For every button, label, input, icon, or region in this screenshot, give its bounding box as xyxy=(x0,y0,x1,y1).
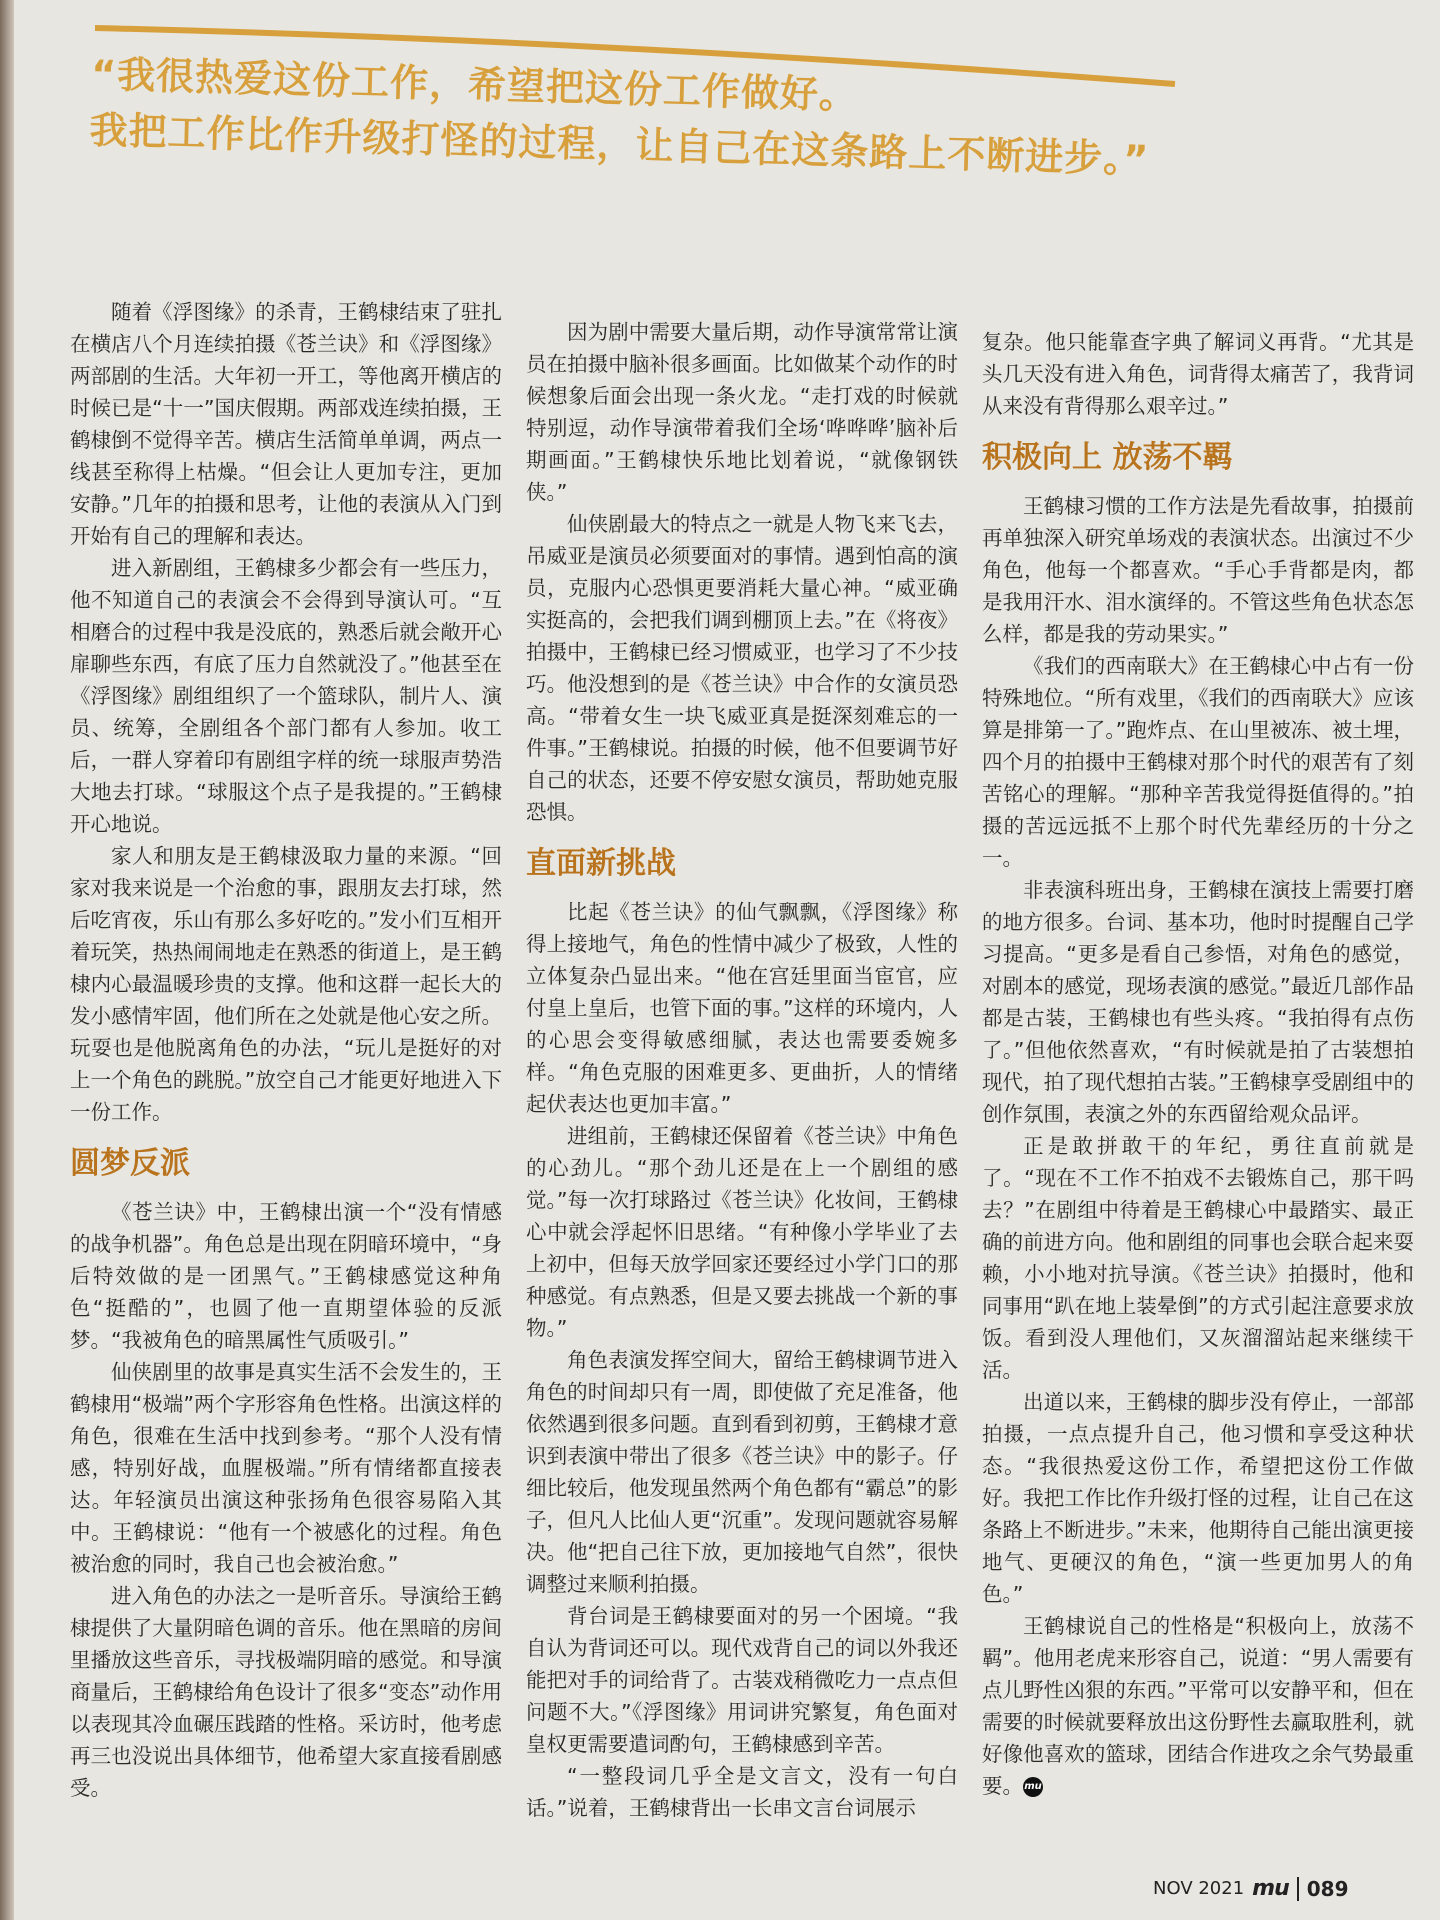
paragraph: 非表演科班出身，王鹤棣在演技上需要打磨的地方很多。台词、基本功，他时时提醒自己学习提高。“更多是看自己参悟，对角色的感觉，对剧本的感觉，现场表演的感觉。”最近几部作品都是古装，王鹤棣也有些头疼。“我拍得有点伤了。”但他依然喜欢，“有时候就是拍了古装想拍现代，拍了现代想拍古装。”王鹤棣享受剧组中的创作氛围，表演之外的东西留给观众品评。 xyxy=(982,878,1414,1126)
paragraph: 背台词是王鹤棣要面对的另一个困境。“我自认为背词还可以。现代戏背自己的词以外我还能把对手的词给背了。古装戏稍微吃力一点点但问题不大。”《浮图缘》用词讲究繁复，角色面对皇权更需要遣词酌句，王鹤棣感到辛苦。 xyxy=(526,1604,958,1756)
paragraph: 进入角色的办法之一是听音乐。导演给王鹤棣提供了大量阴暗色调的音乐。他在黑暗的房间里播放这些音乐，寻找极端阴暗的感觉。和导演商量后，王鹤棣给角色设计了很多“变态”动作用以表现其冷血碾压践踏的性格。采访时，他考虑再三也没说出具体细节，他希望大家直接看剧感受。 xyxy=(70,1584,502,1800)
paragraph: 家人和朋友是王鹤棣汲取力量的来源。“回家对我来说是一个治愈的事，跟朋友去打球，然后吃宵夜，乐山有那么多好吃的。”发小们互相开着玩笑，热热闹闹地走在熟悉的街道上，是王鹤棣内心最温暖珍贵的支撑。他和这群一起长大的发小感情牢固，他们所在之处就是他心安之所。玩耍也是他脱离角色的办法，“玩儿是挺好的对上一个角色的跳脱。”放空自己才能更好地进入下一份工作。 xyxy=(70,844,502,1124)
magazine-logo: mu xyxy=(1252,1876,1289,1901)
paragraph: 仙侠剧里的故事是真实生活不会发生的，王鹤棣用“极端”两个字形容角色性格。出演这样的角色，很难在生活中找到参考。“那个人没有情感，特别好战，血腥极端。”所有情绪都直接表达。年轻演员出演这种张扬角色很容易陷入其中。王鹤棣说：“他有一个被感化的过程。角色被治愈的同时，我自己也会被治愈。” xyxy=(70,1360,502,1576)
paragraph: “一整段词几乎全是文言文，没有一句白话。”说着，王鹤棣背出一长串文言台词展示 xyxy=(526,1764,958,1820)
article-column-1 xyxy=(70,296,502,1804)
paragraph: 仙侠剧最大的特点之一就是人物飞来飞去，吊威亚是演员必须要面对的事情。遇到怕高的演员，克服内心恐惧更要消耗大量心神。“威亚确实挺高的，会把我们调到棚顶上去。”在《将夜》拍摄中，王鹤棣已经习惯威亚，也学习了不少技巧。他没想到的是《苍兰诀》中合作的女演员恐高。“带着女生一块飞威亚真是挺深刻难忘的一件事。”王鹤棣说。拍摄的时候，他不但要调节好自己的状态，还要不停安慰女演员，帮助她克服恐惧。 xyxy=(526,512,958,824)
paragraph: 进入新剧组，王鹤棣多少都会有一些压力，他不知道自己的表演会不会得到导演认可。“互相磨合的过程中我是没底的，熟悉后就会敞开心扉聊些东西，有底了压力自然就没了。”他甚至在《浮图缘》剧组组织了一个篮球队，制片人、演员、统筹，全剧组各个部门都有人参加。收工后，一群人穿着印有剧组字样的统一球服声势浩大地去打球。“球服这个点子是我提的。”王鹤棣开心地说。 xyxy=(70,556,502,836)
paragraph-final xyxy=(982,1610,1414,1802)
issue-date: NOV 2021 xyxy=(1153,1878,1245,1899)
paragraph: 出道以来，王鹤棣的脚步没有停止，一部部拍摄，一点点提升自己，他习惯和享受这种状态。“我很热爱这份工作，希望把这份工作做好。我把工作比作升级打怪的过程，让自己在这条路上不断进步。”未来，他期待自己能出演更接地气、更硬汉的角色，“演一些更加男人的角色。” xyxy=(982,1390,1414,1606)
page-footer xyxy=(1153,1876,1349,1901)
paragraph: 复杂。他只能靠查字典了解词义再背。“尤其是头几天没有进入角色，词背得太痛苦了，我背词从来没有背得那么艰辛过。” xyxy=(982,330,1414,418)
section-heading: 圆梦反派 xyxy=(70,1146,190,1181)
section-heading: 积极向上 放荡不羁 xyxy=(982,440,1233,475)
paragraph: 《苍兰诀》中，王鹤棣出演一个“没有情感的战争机器”。角色总是出现在阴暗环境中，“身后特效做的是一团黑气。”王鹤棣感觉这种角色“挺酷的”，也圆了他一直期望体验的反派梦。“我被角色的暗黑属性气质吸引。” xyxy=(70,1200,502,1352)
paragraph: 进组前，王鹤棣还保留着《苍兰诀》中角色的心劲儿。“那个劲儿还是在上一个剧组的感觉。”每一次打球路过《苍兰诀》化妆间，王鹤棣心中就会浮起怀旧思绪。“有种像小学毕业了去上初中，但每天放学回家还要经过小学门口的那种感觉。有点熟悉，但是又要去挑战一个新的事物。” xyxy=(526,1124,958,1340)
paragraph: 《我们的西南联大》在王鹤棣心中占有一份特殊地位。“所有戏里，《我们的西南联大》应该算是排第一了。”跑炸点、在山里被冻、被土埋，四个月的拍摄中王鹤棣对那个时代的艰苦有了刻苦铭心的理解。“那种辛苦我觉得挺值得的。”拍摄的苦远远抵不上那个时代先辈经历的十分之一。 xyxy=(982,654,1414,870)
paragraph: 角色表演发挥空间大，留给王鹤棣调节进入角色的时间却只有一周，即使做了充足准备，他依然遇到很多问题。直到看到初剪，王鹤棣才意识到表演中带出了很多《苍兰诀》中的影子。仔细比较后，他发现虽然两个角色都有“霸总”的影子，但凡人比仙人更“沉重”。发现问题就容易解决。他“把自己往下放，更加接地气自然”，很快调整过来顺利拍摄。 xyxy=(526,1348,958,1596)
article-column-2 xyxy=(526,316,958,1824)
page-number: 089 xyxy=(1306,1876,1349,1901)
page-binding-shadow xyxy=(0,0,14,1920)
footer-divider xyxy=(1297,1877,1299,1901)
paragraph: 因为剧中需要大量后期，动作导演常常让演员在拍摄中脑补很多画面。比如做某个动作的时候想象后面会出现一条火龙。“走打戏的时候就特别逗，动作导演带着我们全场‘哗哗哗’脑补后期画面。”王鹤棣快乐地比划着说，“就像钢铁侠。” xyxy=(526,320,958,504)
article-column-3 xyxy=(982,326,1414,1802)
pull-quote-line-2: 我把工作比作升级打怪的过程，让自己在这条路上不断进步。” xyxy=(89,107,1150,182)
paragraph: 王鹤棣习惯的工作方法是先看故事，拍摄前再单独深入研究单场戏的表演状态。出演过不少角色，他每一个都喜欢。“手心手背都是肉，都是我用汗水、泪水演绎的。不管这些角色状态怎么样，都是我的劳动果实。” xyxy=(982,494,1414,646)
paragraph-text: 王鹤棣说自己的性格是“积极向上，放荡不羁”。他用老虎来形容自己，说道：“男人需要有点儿野性凶狠的东西。”平常可以安静平和，但在需要的时候就要释放出这份野性去赢取胜利，就好像他喜欢的篮球，团结合作进攻之余气势最重要。 xyxy=(982,1614,1414,1798)
paragraph: 正是敢拼敢干的年纪，勇往直前就是了。“现在不工作不拍戏不去锻炼自己，那干吗去？”在剧组中待着是王鹤棣心中最踏实、最正确的前进方向。他和剧组的同事也会联合起来耍赖，小小地对抗导演。《苍兰诀》拍摄时，他和同事用“趴在地上装晕倒”的方式引起注意要求放饭。看到没人理他们，又灰溜溜站起来继续干活。 xyxy=(982,1134,1414,1382)
end-mark-icon: mu xyxy=(1023,1777,1043,1797)
pull-quote-line-1: “我很热爱这份工作，希望把这份工作做好。 xyxy=(90,51,859,118)
paragraph: 比起《苍兰诀》的仙气飘飘，《浮图缘》称得上接地气，角色的性情中减少了极致，人性的立体复杂凸显出来。“他在宫廷里面当宦官，应付皇上皇后，也管下面的事。”这样的环境内，人的心思会变得敏感细腻，表达也需要委婉多样。“角色克服的困难更多、更曲折，人的情绪起伏表达也更加丰富。” xyxy=(526,900,958,1116)
paragraph: 随着《浮图缘》的杀青，王鹤棣结束了驻扎在横店八个月连续拍摄《苍兰诀》和《浮图缘》两部剧的生活。大年初一开工，等他离开横店的时候已是“十一”国庆假期。两部戏连续拍摄，王鹤棣倒不觉得辛苦。横店生活简单单调，两点一线甚至称得上枯燥。“但会让人更加专注，更加安静。”几年的拍摄和思考，让他的表演从入门到开始有自己的理解和表达。 xyxy=(70,300,502,548)
section-heading: 直面新挑战 xyxy=(526,846,676,881)
